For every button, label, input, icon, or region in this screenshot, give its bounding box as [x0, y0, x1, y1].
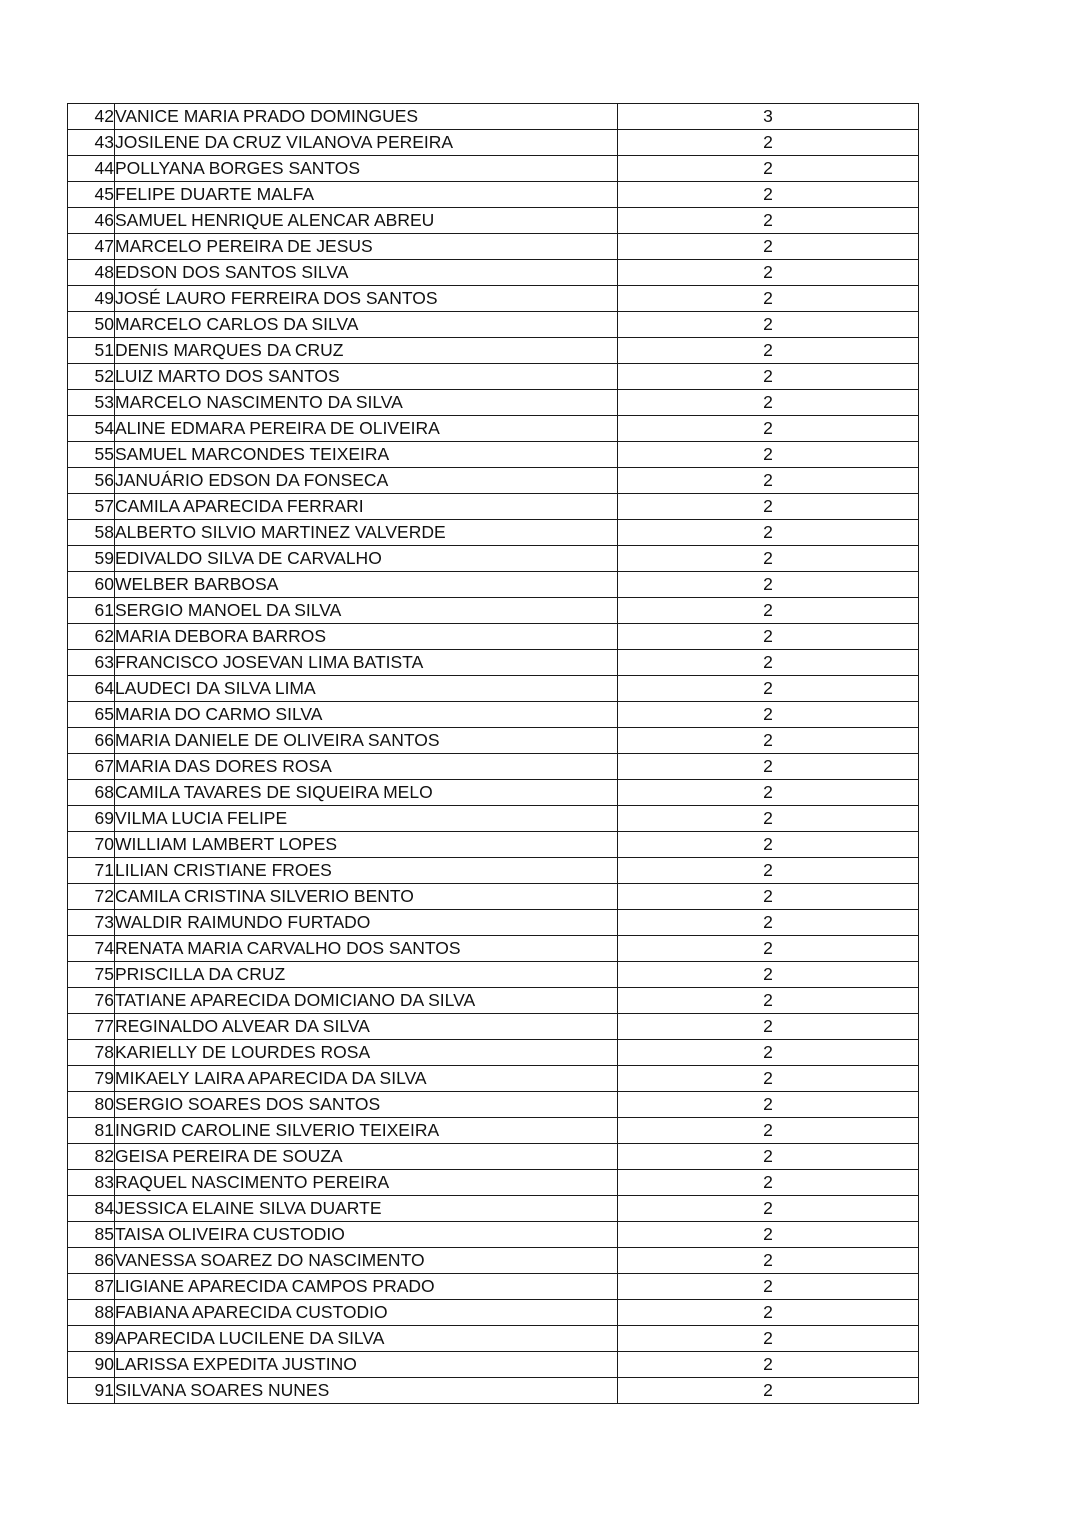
table-row: [68, 520, 919, 546]
table-row: [68, 1144, 919, 1170]
name-cell: MARIA DANIELE DE OLIVEIRA SANTOS: [115, 728, 618, 754]
name-cell: MARIA DEBORA BARROS: [115, 624, 618, 650]
table-row: [68, 884, 919, 910]
row-number-cell: 80: [68, 1092, 115, 1118]
value-cell: 2: [618, 338, 919, 364]
table-row: [68, 1014, 919, 1040]
row-number-cell: 44: [68, 156, 115, 182]
value-cell: 2: [618, 1326, 919, 1352]
table-row: [68, 780, 919, 806]
value-cell: 2: [618, 806, 919, 832]
name-cell: MARCELO PEREIRA DE JESUS: [115, 234, 618, 260]
name-cell: RAQUEL NASCIMENTO PEREIRA: [115, 1170, 618, 1196]
value-cell: 2: [618, 1066, 919, 1092]
row-number-cell: 77: [68, 1014, 115, 1040]
table-row: [68, 130, 919, 156]
table-row: [68, 936, 919, 962]
name-cell: JESSICA ELAINE SILVA DUARTE: [115, 1196, 618, 1222]
value-cell: 2: [618, 286, 919, 312]
row-number-cell: 90: [68, 1352, 115, 1378]
value-cell: 2: [618, 1248, 919, 1274]
name-cell: SAMUEL HENRIQUE ALENCAR ABREU: [115, 208, 618, 234]
value-cell: 2: [618, 1300, 919, 1326]
table-row: [68, 624, 919, 650]
table-row: [68, 1300, 919, 1326]
table-row: [68, 208, 919, 234]
row-number-cell: 89: [68, 1326, 115, 1352]
table-row: [68, 416, 919, 442]
row-number-cell: 84: [68, 1196, 115, 1222]
table-row: [68, 260, 919, 286]
value-cell: 2: [618, 312, 919, 338]
value-cell: 2: [618, 416, 919, 442]
row-number-cell: 85: [68, 1222, 115, 1248]
name-cell: EDSON DOS SANTOS SILVA: [115, 260, 618, 286]
value-cell: 2: [618, 1352, 919, 1378]
name-cell: MIKAELY LAIRA APARECIDA DA SILVA: [115, 1066, 618, 1092]
row-number-cell: 87: [68, 1274, 115, 1300]
value-cell: 2: [618, 780, 919, 806]
value-cell: 2: [618, 468, 919, 494]
row-number-cell: 58: [68, 520, 115, 546]
row-number-cell: 75: [68, 962, 115, 988]
name-cell: VANICE MARIA PRADO DOMINGUES: [115, 104, 618, 130]
table-row: [68, 546, 919, 572]
table-row: [68, 104, 919, 130]
value-cell: 2: [618, 1222, 919, 1248]
name-cell: LUIZ MARTO DOS SANTOS: [115, 364, 618, 390]
name-cell: DENIS MARQUES DA CRUZ: [115, 338, 618, 364]
table-row: [68, 754, 919, 780]
row-number-cell: 56: [68, 468, 115, 494]
row-number-cell: 67: [68, 754, 115, 780]
name-cell: TATIANE APARECIDA DOMICIANO DA SILVA: [115, 988, 618, 1014]
name-cell: CAMILA TAVARES DE SIQUEIRA MELO: [115, 780, 618, 806]
table-body: [68, 104, 919, 1404]
value-cell: 2: [618, 572, 919, 598]
row-number-cell: 48: [68, 260, 115, 286]
row-number-cell: 86: [68, 1248, 115, 1274]
value-cell: 2: [618, 442, 919, 468]
table-row: [68, 1170, 919, 1196]
table-row: [68, 572, 919, 598]
name-cell: ALINE EDMARA PEREIRA DE OLIVEIRA: [115, 416, 618, 442]
value-cell: 2: [618, 234, 919, 260]
table-row: [68, 832, 919, 858]
table-row: [68, 468, 919, 494]
value-cell: 2: [618, 962, 919, 988]
name-cell: MARCELO CARLOS DA SILVA: [115, 312, 618, 338]
name-cell: GEISA PEREIRA DE SOUZA: [115, 1144, 618, 1170]
row-number-cell: 42: [68, 104, 115, 130]
row-number-cell: 74: [68, 936, 115, 962]
name-cell: CAMILA APARECIDA FERRARI: [115, 494, 618, 520]
row-number-cell: 83: [68, 1170, 115, 1196]
table-row: [68, 650, 919, 676]
table-row: [68, 1118, 919, 1144]
table-row: [68, 1352, 919, 1378]
name-cell: LARISSA EXPEDITA JUSTINO: [115, 1352, 618, 1378]
value-cell: 2: [618, 1274, 919, 1300]
row-number-cell: 50: [68, 312, 115, 338]
value-cell: 2: [618, 1118, 919, 1144]
name-cell: EDIVALDO SILVA DE CARVALHO: [115, 546, 618, 572]
row-number-cell: 81: [68, 1118, 115, 1144]
table-row: [68, 1040, 919, 1066]
row-number-cell: 91: [68, 1378, 115, 1404]
row-number-cell: 76: [68, 988, 115, 1014]
value-cell: 2: [618, 546, 919, 572]
value-cell: 2: [618, 832, 919, 858]
value-cell: 2: [618, 390, 919, 416]
name-cell: REGINALDO ALVEAR DA SILVA: [115, 1014, 618, 1040]
value-cell: 2: [618, 650, 919, 676]
row-number-cell: 88: [68, 1300, 115, 1326]
name-cell: VILMA LUCIA FELIPE: [115, 806, 618, 832]
table-row: [68, 728, 919, 754]
row-number-cell: 73: [68, 910, 115, 936]
value-cell: 2: [618, 624, 919, 650]
name-cell: SERGIO MANOEL DA SILVA: [115, 598, 618, 624]
name-cell: MARIA DAS DORES ROSA: [115, 754, 618, 780]
name-cell: FABIANA APARECIDA CUSTODIO: [115, 1300, 618, 1326]
table-row: [68, 156, 919, 182]
name-cell: MARIA DO CARMO SILVA: [115, 702, 618, 728]
name-cell: LILIAN CRISTIANE FROES: [115, 858, 618, 884]
value-cell: 2: [618, 520, 919, 546]
value-cell: 2: [618, 936, 919, 962]
table-row: [68, 1196, 919, 1222]
name-cell: SERGIO SOARES DOS SANTOS: [115, 1092, 618, 1118]
value-cell: 2: [618, 910, 919, 936]
table-row: [68, 1248, 919, 1274]
names-table: [67, 103, 919, 1404]
table-row: [68, 442, 919, 468]
row-number-cell: 69: [68, 806, 115, 832]
table-row: [68, 988, 919, 1014]
value-cell: 2: [618, 1170, 919, 1196]
value-cell: 2: [618, 1092, 919, 1118]
name-cell: JOSÉ LAURO FERREIRA DOS SANTOS: [115, 286, 618, 312]
name-cell: LAUDECI DA SILVA LIMA: [115, 676, 618, 702]
value-cell: 2: [618, 156, 919, 182]
row-number-cell: 43: [68, 130, 115, 156]
table-row: [68, 1092, 919, 1118]
name-cell: MARCELO NASCIMENTO DA SILVA: [115, 390, 618, 416]
row-number-cell: 61: [68, 598, 115, 624]
table-row: [68, 858, 919, 884]
name-cell: KARIELLY DE LOURDES ROSA: [115, 1040, 618, 1066]
value-cell: 2: [618, 1014, 919, 1040]
row-number-cell: 64: [68, 676, 115, 702]
table-row: [68, 676, 919, 702]
value-cell: 3: [618, 104, 919, 130]
name-cell: SILVANA SOARES NUNES: [115, 1378, 618, 1404]
table-row: [68, 182, 919, 208]
table-row: [68, 962, 919, 988]
value-cell: 2: [618, 260, 919, 286]
name-cell: SAMUEL MARCONDES TEIXEIRA: [115, 442, 618, 468]
row-number-cell: 79: [68, 1066, 115, 1092]
row-number-cell: 49: [68, 286, 115, 312]
row-number-cell: 55: [68, 442, 115, 468]
name-cell: WELBER BARBOSA: [115, 572, 618, 598]
row-number-cell: 70: [68, 832, 115, 858]
name-cell: LIGIANE APARECIDA CAMPOS PRADO: [115, 1274, 618, 1300]
value-cell: 2: [618, 494, 919, 520]
value-cell: 2: [618, 702, 919, 728]
name-cell: WALDIR RAIMUNDO FURTADO: [115, 910, 618, 936]
row-number-cell: 72: [68, 884, 115, 910]
value-cell: 2: [618, 182, 919, 208]
table-row: [68, 312, 919, 338]
table-row: [68, 702, 919, 728]
table-row: [68, 286, 919, 312]
row-number-cell: 57: [68, 494, 115, 520]
name-cell: FRANCISCO JOSEVAN LIMA BATISTA: [115, 650, 618, 676]
name-cell: TAISA OLIVEIRA CUSTODIO: [115, 1222, 618, 1248]
table-row: [68, 390, 919, 416]
row-number-cell: 82: [68, 1144, 115, 1170]
row-number-cell: 65: [68, 702, 115, 728]
name-cell: ALBERTO SILVIO MARTINEZ VALVERDE: [115, 520, 618, 546]
value-cell: 2: [618, 1144, 919, 1170]
value-cell: 2: [618, 988, 919, 1014]
value-cell: 2: [618, 676, 919, 702]
row-number-cell: 62: [68, 624, 115, 650]
table-row: [68, 338, 919, 364]
table-row: [68, 598, 919, 624]
table-row: [68, 1378, 919, 1404]
value-cell: 2: [618, 598, 919, 624]
name-cell: JOSILENE DA CRUZ VILANOVA PEREIRA: [115, 130, 618, 156]
name-cell: POLLYANA BORGES SANTOS: [115, 156, 618, 182]
table-row: [68, 806, 919, 832]
row-number-cell: 68: [68, 780, 115, 806]
name-cell: CAMILA CRISTINA SILVERIO BENTO: [115, 884, 618, 910]
table-row: [68, 1066, 919, 1092]
row-number-cell: 60: [68, 572, 115, 598]
value-cell: 2: [618, 754, 919, 780]
row-number-cell: 53: [68, 390, 115, 416]
value-cell: 2: [618, 1196, 919, 1222]
name-cell: INGRID CAROLINE SILVERIO TEIXEIRA: [115, 1118, 618, 1144]
row-number-cell: 52: [68, 364, 115, 390]
row-number-cell: 59: [68, 546, 115, 572]
row-number-cell: 46: [68, 208, 115, 234]
row-number-cell: 45: [68, 182, 115, 208]
name-cell: FELIPE DUARTE MALFA: [115, 182, 618, 208]
value-cell: 2: [618, 1040, 919, 1066]
value-cell: 2: [618, 364, 919, 390]
table-row: [68, 494, 919, 520]
name-cell: APARECIDA LUCILENE DA SILVA: [115, 1326, 618, 1352]
value-cell: 2: [618, 208, 919, 234]
row-number-cell: 54: [68, 416, 115, 442]
row-number-cell: 66: [68, 728, 115, 754]
value-cell: 2: [618, 130, 919, 156]
table-row: [68, 1222, 919, 1248]
table-row: [68, 234, 919, 260]
name-cell: RENATA MARIA CARVALHO DOS SANTOS: [115, 936, 618, 962]
row-number-cell: 47: [68, 234, 115, 260]
name-cell: PRISCILLA DA CRUZ: [115, 962, 618, 988]
table-row: [68, 364, 919, 390]
name-cell: VANESSA SOAREZ DO NASCIMENTO: [115, 1248, 618, 1274]
table-row: [68, 1274, 919, 1300]
row-number-cell: 63: [68, 650, 115, 676]
value-cell: 2: [618, 1378, 919, 1404]
table-row: [68, 1326, 919, 1352]
value-cell: 2: [618, 728, 919, 754]
row-number-cell: 71: [68, 858, 115, 884]
name-cell: JANUÁRIO EDSON DA FONSECA: [115, 468, 618, 494]
row-number-cell: 51: [68, 338, 115, 364]
table-row: [68, 910, 919, 936]
name-cell: WILLIAM LAMBERT LOPES: [115, 832, 618, 858]
row-number-cell: 78: [68, 1040, 115, 1066]
value-cell: 2: [618, 858, 919, 884]
value-cell: 2: [618, 884, 919, 910]
